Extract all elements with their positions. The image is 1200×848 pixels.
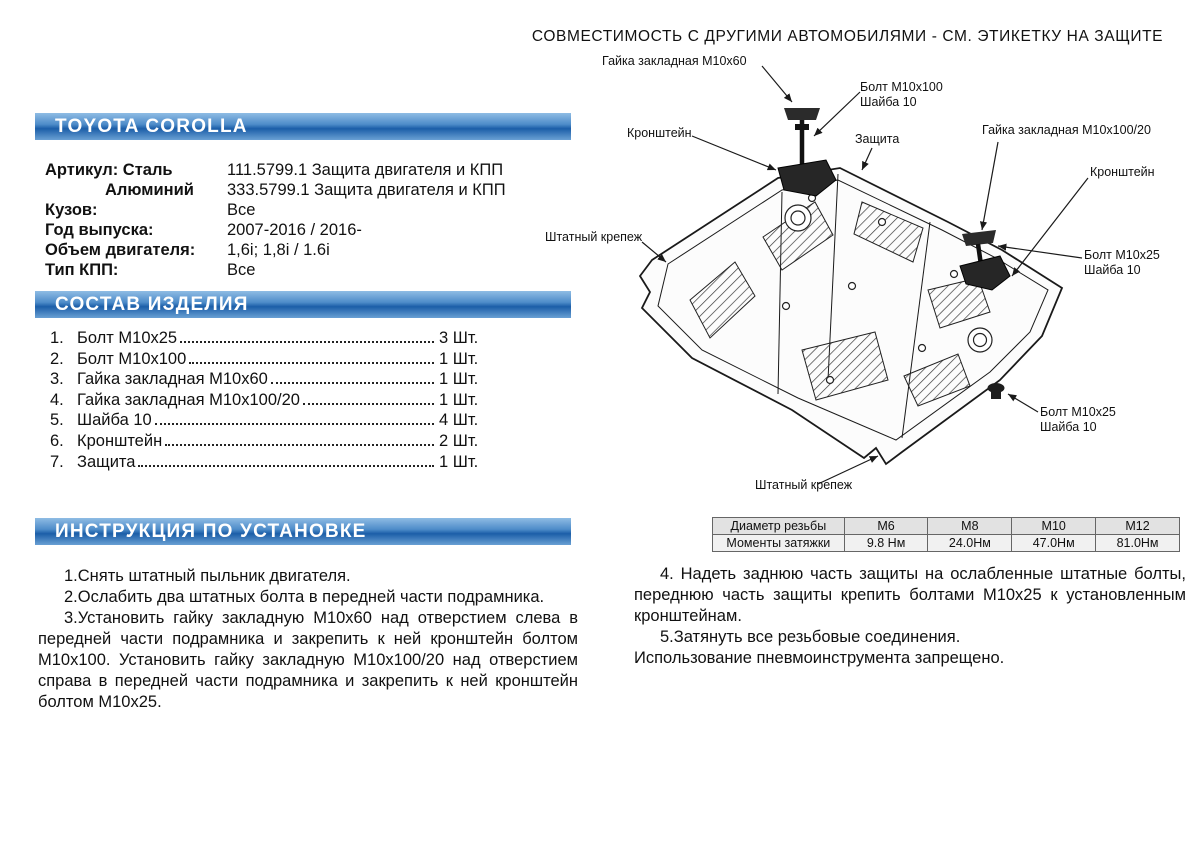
diagram-label-bolt-100 — [860, 80, 943, 110]
part-number: 3. — [50, 370, 64, 389]
part-name: Болт М10х100 — [77, 349, 187, 368]
part-row — [50, 453, 495, 474]
torque-cell: М6 — [844, 518, 928, 535]
bolt-hole — [919, 345, 926, 352]
product-title: TOYOTA COROLLA — [55, 116, 248, 137]
service-hole-inner — [791, 211, 805, 225]
diagram-label-bracket-left: Кронштейн — [627, 126, 692, 140]
service-hole-inner — [974, 334, 987, 347]
mount-left — [778, 108, 836, 196]
spec-label: Кузов: — [45, 201, 98, 219]
spec-label: Объем двигателя: — [45, 241, 196, 259]
part-qty: 4 Шт. — [439, 411, 479, 430]
spec-value: 1,6i; 1,8i / 1.6i — [227, 241, 330, 259]
part-name: Защита — [77, 452, 136, 471]
spec-label: Год выпуска: — [45, 221, 154, 239]
part-name: Болт М10х25 — [77, 329, 178, 347]
bolt-25-lower — [988, 383, 1005, 399]
part-qty: 1 Шт. — [439, 452, 479, 471]
shield-diagram — [530, 50, 1200, 520]
bolt-hole — [783, 303, 790, 310]
torque-cell: 9.8 Нм — [844, 535, 928, 552]
spec-label: Артикул: Сталь — [45, 161, 173, 179]
part-name: Гайка закладная М10х60 — [77, 370, 268, 389]
instruction-paragraph: 2.Ослабить два штатных болта в передней части подрамника. — [64, 588, 545, 606]
part-row — [50, 370, 495, 391]
spec-value: Все — [227, 201, 256, 219]
instruction-paragraph: 3.Установить гайку закладную М10х60 над отверстием слева в передней части подрамника и закрепить к ней кронштейн болтом М10х100. Установить гайку закладную М10х100/20 над отверстием справа в передней части подрамника и закрепить к ней кронштейн болтом М10х25. — [38, 609, 578, 711]
instruction-paragraph: 5.Затянуть все резьбовые соединения. — [660, 628, 961, 646]
diagram-label-embed-nut-60: Гайка закладная М10х60 — [602, 54, 747, 68]
part-qty: 1 Шт. — [439, 349, 479, 368]
bolt-hole — [849, 283, 856, 290]
part-number: 7. — [50, 452, 64, 471]
torque-cell: Диаметр резьбы — [713, 518, 845, 535]
leader-bracket-left — [692, 136, 776, 170]
bolt-hole — [879, 219, 886, 226]
instruction-paragraph: Использование пневмоинструмента запрещено. — [634, 649, 1005, 667]
spec-row — [45, 260, 573, 280]
leader-dots — [138, 465, 434, 467]
spec-label: Алюминий — [105, 181, 194, 199]
part-qty: 3 Шт. — [439, 329, 479, 347]
part-name: Шайба 10 — [77, 411, 152, 430]
part-number: 2. — [50, 349, 64, 368]
embed-nut-60-part — [784, 108, 820, 120]
instructions-left — [38, 566, 578, 713]
torque-cell: М8 — [928, 518, 1012, 535]
instructions-banner — [35, 518, 571, 545]
diagram-label-washer-10-b: Шайба 10 — [1084, 263, 1141, 277]
leader-dots — [165, 444, 434, 446]
part-name: Кронштейн — [77, 431, 163, 450]
bolt-hole — [827, 377, 834, 384]
part-number: 5. — [50, 411, 64, 430]
spec-row — [45, 160, 573, 180]
parts-list — [50, 329, 495, 473]
spec-value: Все — [227, 261, 256, 279]
diagram-label-bolt-25-bottom-line1: Болт М10х25 — [1040, 405, 1116, 419]
spec-value: 111.5799.1 Защита двигателя и КПП — [227, 161, 504, 179]
leader-bracket-right — [1012, 178, 1088, 276]
instructions-right — [634, 564, 1186, 669]
shield-diagram-svg — [530, 50, 1200, 520]
diagram-label-bracket-right: Кронштейн — [1090, 165, 1155, 179]
torque-cell: М12 — [1096, 518, 1180, 535]
leader-bolt-100 — [814, 92, 860, 136]
instructions-title: ИНСТРУКЦИЯ ПО УСТАНОВКЕ — [55, 521, 367, 542]
torque-cell: 47.0Нм — [1012, 535, 1096, 552]
diagram-label-factory-mount-left: Штатный крепеж — [545, 230, 643, 244]
diagram-label-bolt-25-top-line1: Болт М10х25 — [1084, 248, 1160, 262]
leader-dots — [303, 403, 434, 405]
leader-dots — [271, 382, 434, 384]
diagram-label-washer-10-a: Шайба 10 — [860, 95, 917, 109]
part-row — [50, 329, 495, 350]
bolt-hole — [951, 271, 958, 278]
leader-dots — [155, 423, 434, 425]
part-row — [50, 432, 495, 453]
leader-shield — [862, 148, 872, 170]
torque-cell: Моменты затяжки — [713, 535, 845, 552]
torque-value-row — [713, 535, 1180, 552]
compatibility-note: СОВМЕСТИМОСТЬ С ДРУГИМИ АВТОМОБИЛЯМИ - СМ. ЭТИКЕТКУ НА ЗАЩИТЕ — [531, 28, 1164, 45]
torque-cell: М10 — [1012, 518, 1096, 535]
composition-title: СОСТАВ ИЗДЕЛИЯ — [55, 294, 249, 315]
spec-row — [45, 180, 573, 200]
diagram-label-bolt-100-line1: Болт М10х100 — [860, 80, 943, 94]
part-qty: 2 Шт. — [439, 431, 479, 450]
part-row — [50, 391, 495, 412]
part-row — [50, 411, 495, 432]
leader-dots — [189, 362, 434, 364]
diagram-label-washer-10-c: Шайба 10 — [1040, 420, 1097, 434]
diagram-label-shield: Защита — [855, 132, 900, 146]
instruction-paragraph: 4. Надеть заднюю часть защиты на ослабленные штатные болты, переднюю часть защиты крепить болтами М10х25 к установленным кронштейнам. — [634, 565, 1186, 625]
torque-cell: 81.0Нм — [1096, 535, 1180, 552]
part-name: Гайка закладная М10х100/20 — [77, 390, 300, 409]
part-number: 6. — [50, 431, 64, 450]
instruction-paragraph: 1.Снять штатный пыльник двигателя. — [64, 567, 351, 585]
leader-dots — [180, 341, 434, 343]
spec-value: 2007-2016 / 2016- — [227, 221, 362, 239]
diagram-label-bolt-25-bottom — [1040, 405, 1116, 435]
spec-table — [45, 160, 573, 280]
part-qty: 1 Шт. — [439, 390, 479, 409]
bolt-25-lower-head — [988, 383, 1005, 393]
composition-banner — [35, 291, 571, 318]
spec-row — [45, 240, 573, 260]
leader-bolt-25-bottom — [1008, 394, 1038, 412]
diagram-label-bolt-25-top — [1084, 248, 1160, 278]
torque-cell: 24.0Нм — [928, 535, 1012, 552]
spec-label: Тип КПП: — [45, 261, 119, 279]
part-qty: 1 Шт. — [439, 370, 479, 389]
diagram-label-factory-mount-bottom: Штатный крепеж — [755, 478, 853, 492]
spec-value: 333.5799.1 Защита двигателя и КПП — [227, 181, 506, 199]
bolt-100-collar — [795, 124, 809, 130]
diagram-label-embed-nut-100: Гайка закладная М10х100/20 — [982, 123, 1151, 137]
leader-embed-nut-100 — [982, 142, 998, 230]
spec-row — [45, 200, 573, 220]
product-banner — [35, 113, 571, 140]
part-number: 1. — [50, 329, 64, 347]
torque-table — [712, 517, 1180, 552]
leader-embed-nut-60 — [762, 66, 792, 102]
part-number: 4. — [50, 390, 64, 409]
part-row — [50, 350, 495, 371]
spec-row — [45, 220, 573, 240]
torque-header-row — [713, 518, 1180, 535]
